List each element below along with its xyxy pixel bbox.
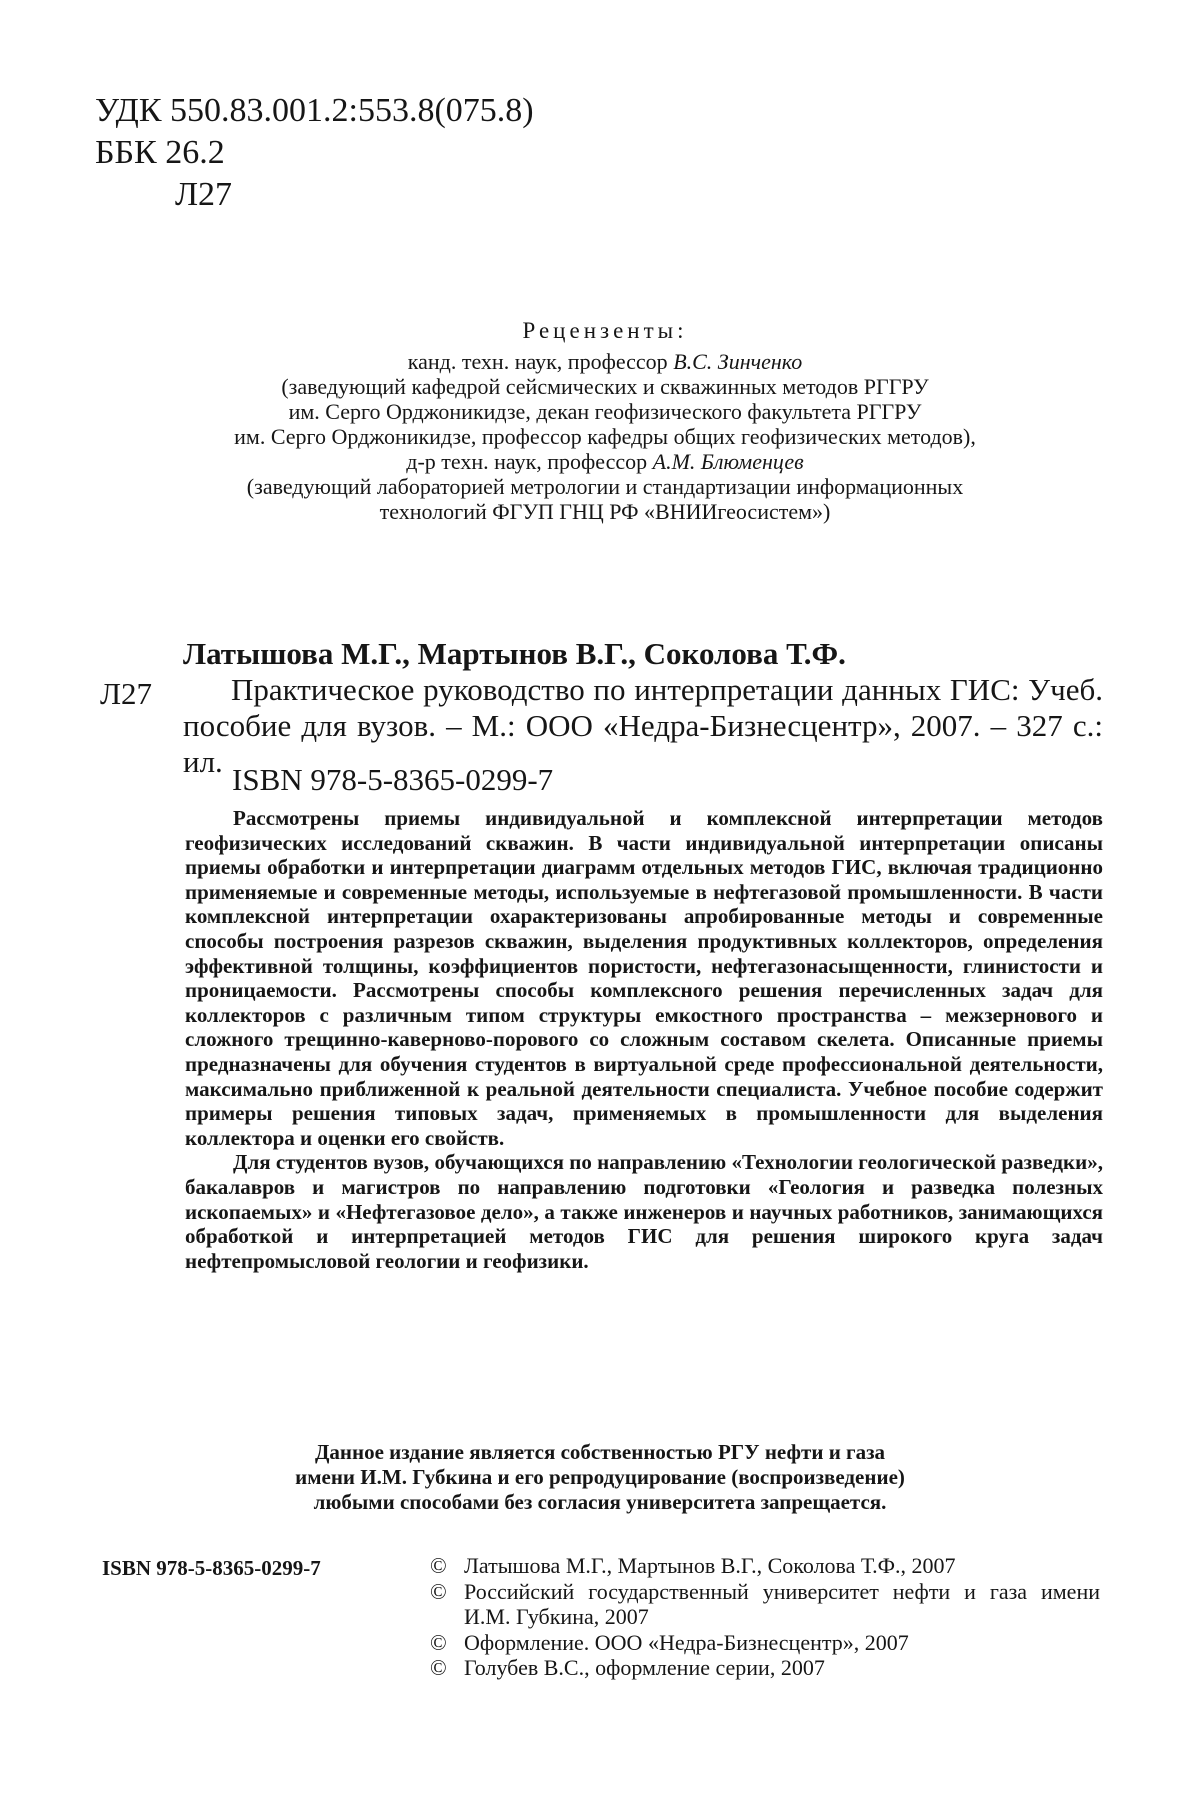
- udk-code: УДК 550.83.001.2:553.8(075.8): [95, 92, 534, 129]
- notice-line: Данное издание является собственностью РГУ нефти и газа: [314, 1440, 886, 1464]
- reviewer-1-name: В.С. Зинченко: [673, 349, 803, 374]
- annotation: [185, 806, 1103, 1273]
- reviewers-heading: Рецензенты:: [522, 318, 688, 343]
- entry-description: Практическое руководство по интерпретации данных ГИС: Учеб. пособие для вузов. – М.: ООО «Недра-Бизнесцентр», 2007. – 327 с.: ил.: [183, 672, 1103, 779]
- cutter-code: Л27: [175, 176, 233, 213]
- copyright-symbol: ©: [430, 1553, 447, 1578]
- reviewer-2-affiliation-line: технологий ФГУП ГНЦ РФ «ВНИИгеосистем»): [379, 499, 831, 524]
- copyright-item: [430, 1553, 1100, 1579]
- reviewer-2-degree: д-р техн. наук, профессор: [406, 449, 653, 474]
- ownership-notice: [170, 1440, 1030, 1515]
- reviewer-1-affiliation-line: им. Серго Орджоникидзе, декан геофизического факультета РГГРУ: [288, 399, 922, 424]
- bbk-code: ББК 26.2: [95, 134, 225, 171]
- copyright-text: Голубев В.С., оформление серии, 2007: [464, 1655, 825, 1680]
- copyright-symbol: ©: [430, 1655, 447, 1680]
- reviewer-1-title: [110, 349, 1100, 374]
- reviewer-2-affiliation-line: (заведующий лабораторией метрологии и стандартизации информационных: [246, 474, 964, 499]
- entry-authors: Латышова М.Г., Мартынов В.Г., Соколова Т.Ф.: [183, 636, 846, 671]
- annotation-paragraph: Рассмотрены приемы индивидуальной и комплексной интерпретации методов геофизических исследований скважин. В части индивидуальной интерпретации описаны приемы обработки и интерпретации диаграмм отдельных методов ГИС, включая традиционно применяемые и современные методы, используемые в нефтегазовой промышленности. В части комплексной интерпретации охарактеризованы апробированные методы и современные способы построения разрезов скважин, выделения продуктивных коллекторов, определения эффективной толщины, коэффициентов пористости, нефтегазонасыщенности, глинистости и проницаемости. Рассмотрены способы комплексного решения перечисленных задач для коллекторов с различным типом структуры емкостного пространства – межзернового и сложного трещинно-каверново-порового со сложным составом скелета. Описанные приемы предназначены для обучения студентов в виртуальной среде профессиональной деятельности, максимально приближенной к реальной деятельности специалиста. Учебное пособие содержит примеры решения типовых задач, применяемых в промышленности для выделения коллектора и оценки его свойств.: [185, 806, 1103, 1150]
- copyright-text: Российский государственный университет нефти и газа имени И.М. Губкина, 2007: [464, 1578, 1100, 1629]
- copyright-item: [430, 1655, 1100, 1681]
- reviewer-1-degree: канд. техн. наук, профессор: [407, 349, 674, 374]
- copyright-symbol: ©: [430, 1629, 447, 1655]
- copyright-list: [430, 1553, 1100, 1681]
- reviewer-2-title: [110, 449, 1100, 474]
- entry-isbn: ISBN 978-5-8365-0299-7: [232, 762, 554, 797]
- copyright-text: Латышова М.Г., Мартынов В.Г., Соколова Т.Ф., 2007: [464, 1553, 956, 1578]
- reviewer-1-affiliation-line: им. Серго Орджоникидзе, профессор кафедры общих геофизических методов),: [234, 424, 976, 449]
- reviewer-1-affiliation-line: (заведующий кафедрой сейсмических и скважинных методов РГГРУ: [281, 374, 929, 399]
- reviewers-block: [110, 318, 1100, 524]
- copyright-symbol: ©: [430, 1578, 447, 1604]
- reviewer-2-name: А.М. Блюменцев: [652, 449, 804, 474]
- annotation-paragraph: Для студентов вузов, обучающихся по направлению «Технологии геологической разведки», бакалавров и магистров по направлению подготовки «Геология и разведка полезных ископаемых» и «Нефтегазовое дело», а также инженеров и научных работников, занимающихся обработкой и интерпретацией методов ГИС для решения широкого круга задач нефтепромысловой геологии и геофизики.: [185, 1150, 1103, 1273]
- copyright-item: [430, 1579, 1100, 1630]
- entry-cutter-code: Л27: [100, 676, 153, 711]
- notice-line: имени И.М. Губкина и его репродуцирование (воспроизведение): [295, 1465, 905, 1489]
- copyright-text: Оформление. ООО «Недра-Бизнесцентр», 2007: [464, 1629, 909, 1655]
- notice-line: любыми способами без согласия университета запрещается.: [313, 1490, 887, 1514]
- copyright-item: [430, 1630, 1100, 1656]
- classification-codes: [95, 90, 534, 216]
- copyright-isbn: ISBN 978-5-8365-0299-7: [102, 1556, 321, 1580]
